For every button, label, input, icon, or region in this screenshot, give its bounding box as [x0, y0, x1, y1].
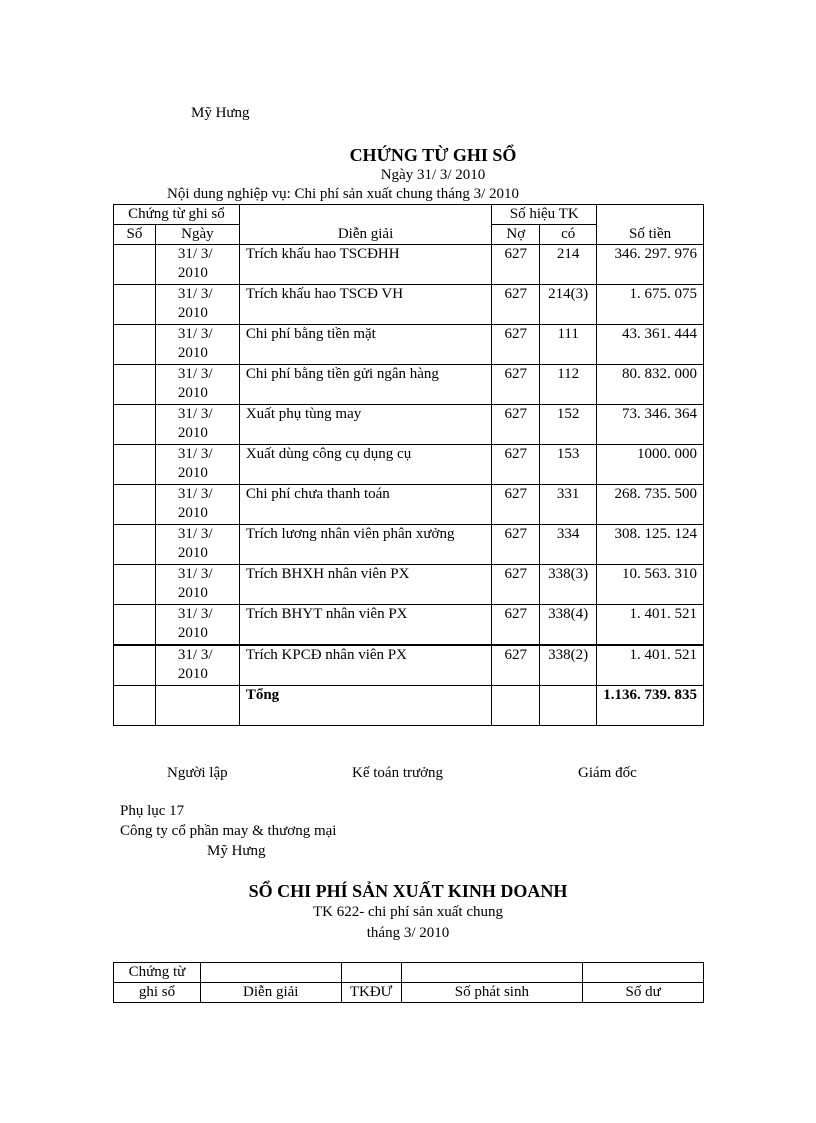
col-amount: Số tiền [597, 205, 704, 245]
company-name-top: Mỹ Hưng [191, 105, 250, 121]
row-debit: 627 [492, 405, 540, 445]
row-credit: 152 [540, 405, 597, 445]
row-amount: 43. 361. 444 [597, 325, 704, 365]
col-voucher-group: Chứng từ ghi sổ [114, 205, 240, 225]
row-amount: 1000. 000 [597, 445, 704, 485]
row-debit: 627 [492, 645, 540, 686]
row-credit: 334 [540, 525, 597, 565]
table-row [114, 525, 704, 565]
row-debit: 627 [492, 285, 540, 325]
col-description: Diễn giải [239, 205, 491, 245]
row-amount: 268. 735. 500 [597, 485, 704, 525]
table-row [114, 405, 704, 445]
col-no: Số [114, 225, 156, 245]
table-row [114, 365, 704, 405]
table-row [114, 565, 704, 605]
ledger-table [113, 962, 704, 1003]
ledger-col-voucher-top: Chứng từ [114, 963, 201, 983]
row-credit: 338(2) [540, 645, 597, 686]
total-label: Tổng [239, 686, 491, 726]
row-description: Chi phí bằng tiền gửi ngân hàng [239, 365, 491, 405]
ledger-col-description: Diễn giải [200, 983, 341, 1003]
total-row [114, 686, 704, 726]
row-description: Trích BHYT nhân viên PX [239, 605, 491, 646]
row-description: Chi phí chưa thanh toán [239, 485, 491, 525]
ledger-col-contra-account: TKĐƯ [341, 983, 401, 1003]
row-date: 31/ 3/ 2010 [155, 245, 239, 285]
table-row [114, 325, 704, 365]
row-amount: 1. 675. 075 [597, 285, 704, 325]
row-description: Chi phí bằng tiền mặt [239, 325, 491, 365]
table-row [114, 285, 704, 325]
table-row [114, 445, 704, 485]
row-debit: 627 [492, 605, 540, 646]
row-date: 31/ 3/ 2010 [155, 525, 239, 565]
row-date: 31/ 3/ 2010 [155, 485, 239, 525]
ledger-title: SỔ CHI PHÍ SẢN XUẤT KINH DOANH [248, 881, 568, 901]
row-debit: 627 [492, 445, 540, 485]
col-credit: có [540, 225, 597, 245]
row-date: 31/ 3/ 2010 [155, 285, 239, 325]
row-description: Trích lương nhân viên phân xưởng [239, 525, 491, 565]
appendix-label: Phụ lục 17 [120, 803, 185, 819]
row-date: 31/ 3/ 2010 [155, 445, 239, 485]
row-credit: 338(4) [540, 605, 597, 646]
table-row [114, 485, 704, 525]
table-row [114, 605, 704, 646]
row-amount: 80. 832. 000 [597, 365, 704, 405]
row-amount: 308. 125. 124 [597, 525, 704, 565]
signature-preparer: Người lập [167, 765, 228, 781]
row-description: Xuất phụ tùng may [239, 405, 491, 445]
col-date: Ngày [155, 225, 239, 245]
row-date: 31/ 3/ 2010 [155, 365, 239, 405]
signature-chief-accountant: Kế toán trưởng [352, 765, 444, 781]
row-credit: 338(3) [540, 565, 597, 605]
row-amount: 1. 401. 521 [597, 605, 704, 646]
row-date: 31/ 3/ 2010 [155, 405, 239, 445]
voucher-table [113, 204, 704, 726]
voucher-date: Ngày 31/ 3/ 2010 [380, 167, 486, 183]
row-description: Trích khấu hao TSCĐ VH [239, 285, 491, 325]
ledger-col-balance: Số dư [583, 983, 704, 1003]
row-debit: 627 [492, 485, 540, 525]
table-row [114, 645, 704, 686]
voucher-content: Nội dung nghiệp vụ: Chi phí sản xuất chung tháng 3/ 2010 [167, 186, 520, 202]
row-description: Trích KPCĐ nhân viên PX [239, 645, 491, 686]
appendix-company: Công ty cổ phần may & thương mại [120, 823, 337, 839]
col-debit: Nợ [492, 225, 540, 245]
row-credit: 111 [540, 325, 597, 365]
table-row [114, 245, 704, 285]
row-credit: 331 [540, 485, 597, 525]
row-credit: 112 [540, 365, 597, 405]
row-debit: 627 [492, 565, 540, 605]
row-debit: 627 [492, 365, 540, 405]
row-amount: 10. 563. 310 [597, 565, 704, 605]
row-description: Trích khấu hao TSCĐHH [239, 245, 491, 285]
row-date: 31/ 3/ 2010 [155, 325, 239, 365]
row-amount: 73. 346. 364 [597, 405, 704, 445]
row-debit: 627 [492, 325, 540, 365]
row-credit: 153 [540, 445, 597, 485]
ledger-subtitle: TK 622- chi phí sản xuất chung [313, 904, 503, 920]
col-account-group: Số hiệu TK [492, 205, 597, 225]
row-date: 31/ 3/ 2010 [155, 565, 239, 605]
total-amount: 1.136. 739. 835 [597, 686, 704, 726]
ledger-col-amount-incurred: Số phát sinh [401, 983, 583, 1003]
ledger-period: tháng 3/ 2010 [366, 925, 450, 941]
row-credit: 214(3) [540, 285, 597, 325]
row-amount: 1. 401. 521 [597, 645, 704, 686]
ledger-col-voucher-bottom: ghi sổ [114, 983, 201, 1003]
row-debit: 627 [492, 245, 540, 285]
signature-director: Giám đốc [578, 765, 637, 781]
voucher-title: CHỨNG TỪ GHI SỔ [349, 145, 517, 165]
row-debit: 627 [492, 525, 540, 565]
row-date: 31/ 3/ 2010 [155, 645, 239, 686]
row-description: Xuất dùng công cụ dụng cụ [239, 445, 491, 485]
row-description: Trích BHXH nhân viên PX [239, 565, 491, 605]
row-amount: 346. 297. 976 [597, 245, 704, 285]
appendix-company-line2: Mỹ Hưng [207, 843, 266, 859]
row-credit: 214 [540, 245, 597, 285]
row-date: 31/ 3/ 2010 [155, 605, 239, 646]
